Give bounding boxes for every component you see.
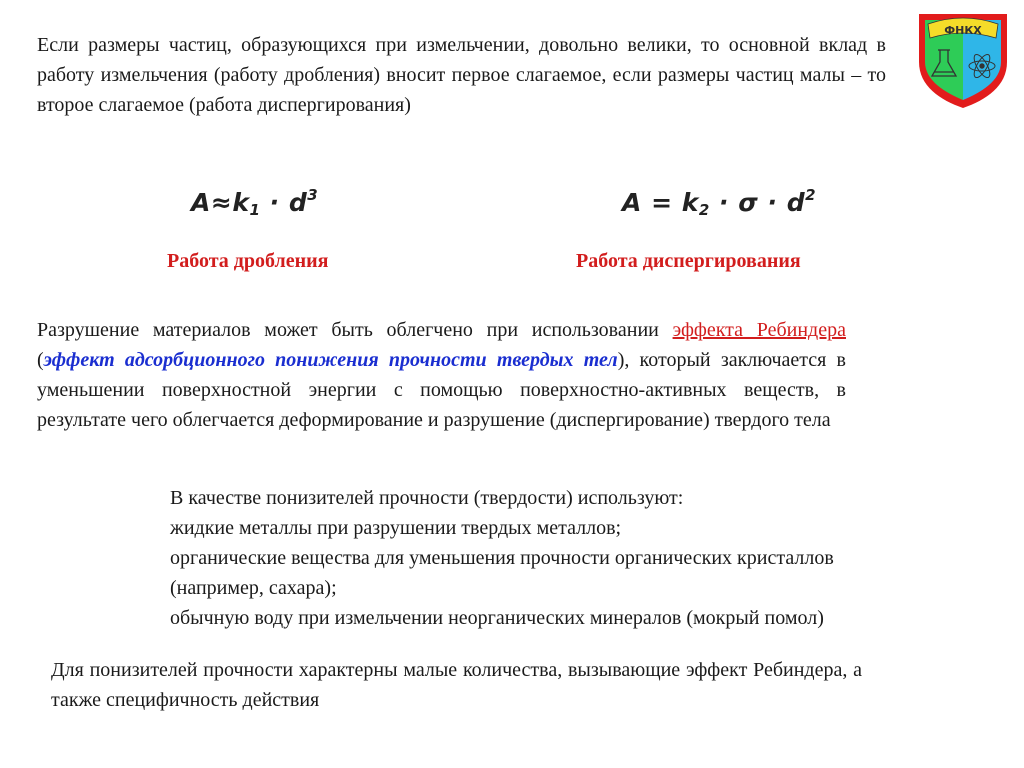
formula-dot: · (719, 188, 730, 217)
formula-sigma: σ (738, 188, 759, 217)
rebinder-effect-link[interactable]: эффекта Ребиндера (672, 319, 846, 341)
formula-coefficient: k (232, 188, 250, 217)
strength-reducers-list (170, 483, 990, 633)
list-item: органические вещества для уменьшения прочности органических кристаллов (170, 547, 834, 569)
formula-variable: d (288, 188, 308, 217)
dispersion-work-formula (622, 186, 816, 219)
formula-coefficient-index: 1 (249, 201, 261, 219)
rebinder-paragraph (37, 315, 846, 435)
formula-dot: · (269, 188, 280, 217)
formula-power: 3 (307, 186, 319, 204)
list-item: (например, сахара); (170, 577, 337, 599)
dispersion-work-caption: Работа диспергирования (576, 250, 801, 272)
rebinder-definition: эффект адсорбционного понижения прочности твердых тел (43, 349, 618, 371)
formula-coefficient: k (681, 188, 699, 217)
list-item: обычную воду при измельчении неорганических минералов (мокрый помол) (170, 607, 824, 629)
formula-dot: · (767, 188, 778, 217)
formula-power: 2 (805, 186, 817, 204)
open-paren: ( (37, 349, 44, 371)
rebinder-text-end: ), который заключается в уменьшении поверхностной энергии с помощью поверхностно-активных веществ, в результате чего облегчается деформирование и разрушение (диспергирование) твердого тела (37, 349, 846, 431)
list-intro: В качестве понизителей прочности (твердости) используют: (170, 487, 684, 509)
rebinder-text-start: Разрушение материалов может быть облегчено при использовании (37, 319, 673, 341)
crushing-work-caption: Работа дробления (167, 250, 329, 272)
faculty-logo (916, 10, 1010, 110)
formula-equals-sign: = (651, 188, 673, 217)
list-item: жидкие металлы при разрушении твердых металлов; (170, 517, 622, 539)
formula-lhs: A (622, 188, 642, 217)
intro-paragraph: Если размеры частиц, образующихся при измельчении, довольно велики, то основной вклад в работу измельчения (работу дробления) вносит первое слагаемое, если размеры частиц малы – то второе слагаемое (работа диспергирования) (37, 34, 886, 116)
logo-text: ФНКХ (944, 24, 982, 37)
conclusion-paragraph: Для понизителей прочности характерны малые количества, вызывающие эффект Ребиндера, а также специфичность действия (51, 659, 862, 711)
formula-lhs: A (191, 188, 211, 217)
formula-variable: d (786, 188, 806, 217)
crushing-work-formula (191, 186, 318, 219)
formula-coefficient-index: 2 (698, 201, 710, 219)
formula-approx-sign: ≈ (210, 188, 233, 217)
